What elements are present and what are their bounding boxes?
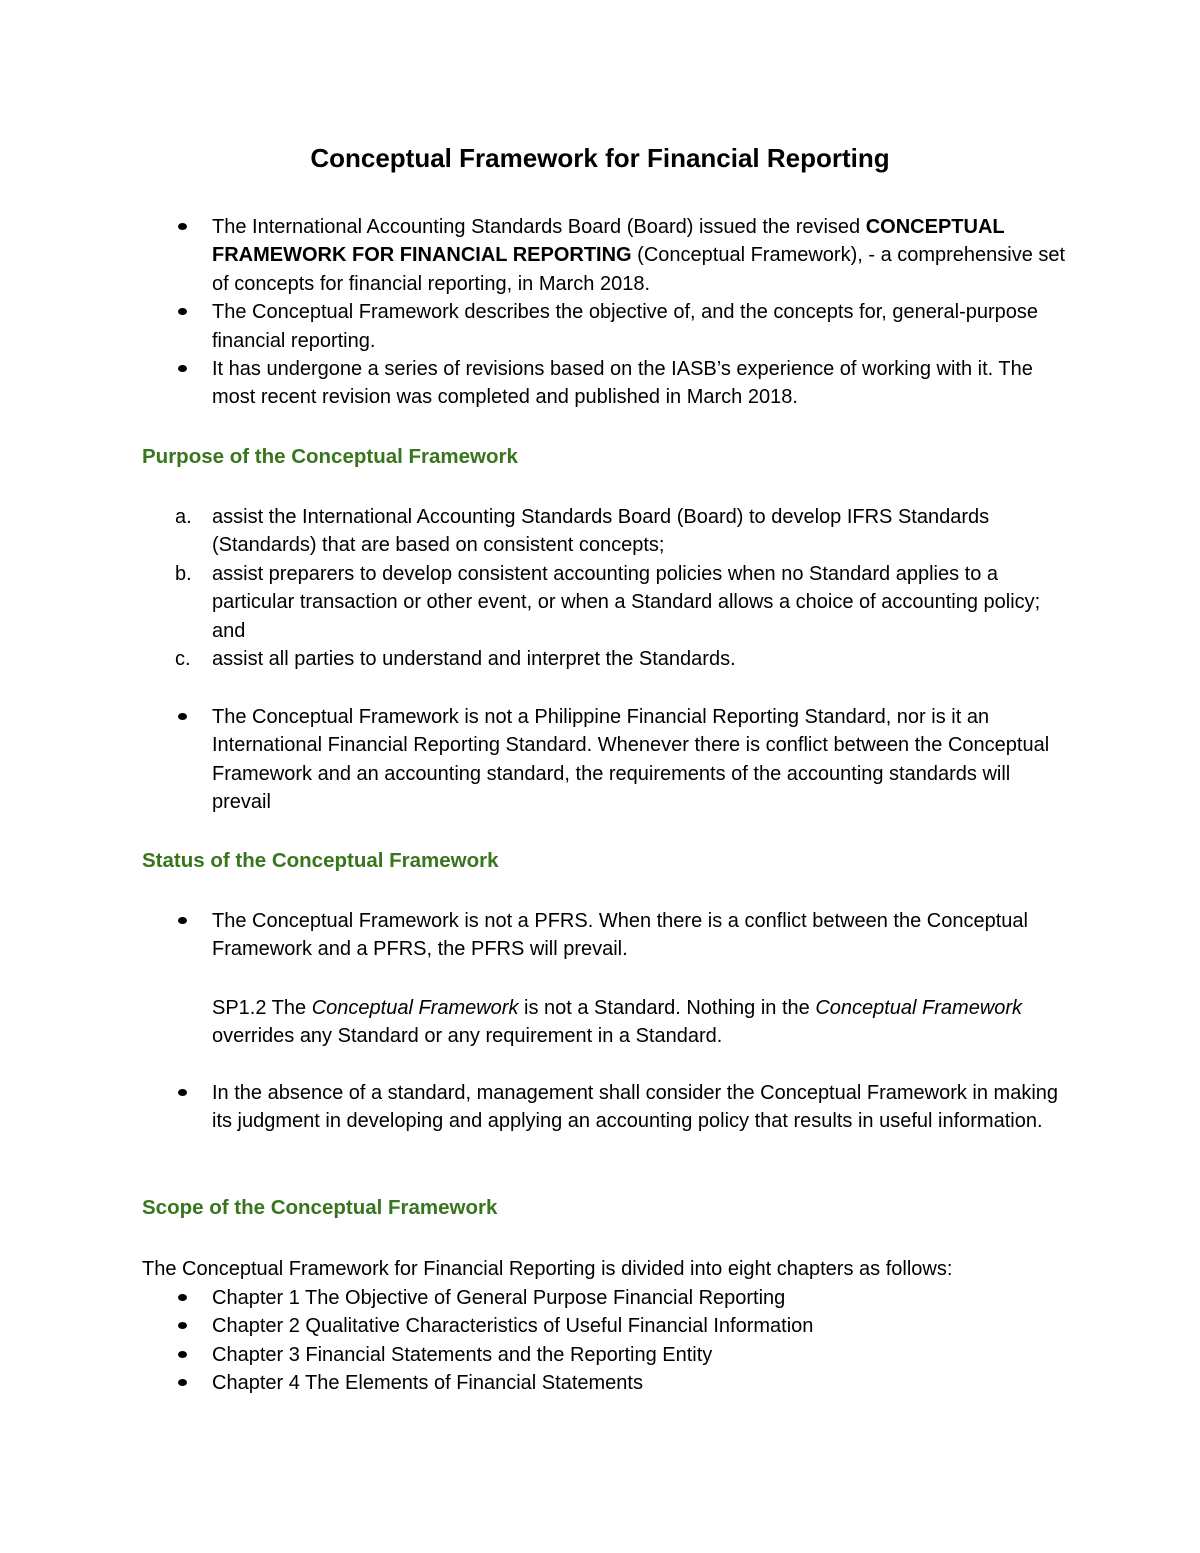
purpose-heading: Purpose of the Conceptual Framework (142, 445, 518, 468)
bullet-icon (178, 223, 187, 230)
chapter-text: Chapter 1 The Objective of General Purpose Financial Reporting (212, 1287, 786, 1309)
list-item-text: assist the International Accounting Standards Board (Board) to develop IFRS Standards (Standards) that are based on consistent concepts; (212, 506, 990, 557)
status-heading: Status of the Conceptual Framework (142, 849, 499, 872)
sp-italic-1: Conceptual Framework (311, 997, 519, 1019)
list-item (142, 645, 1072, 673)
bullet-icon (178, 1379, 187, 1386)
purpose-note-list (142, 703, 1072, 817)
status-list-2 (142, 1079, 1072, 1136)
bullet-icon (178, 365, 187, 372)
bullet-icon (178, 1322, 187, 1329)
list-item (142, 1369, 1072, 1397)
list-item (142, 1312, 1072, 1340)
list-item (142, 1284, 1072, 1312)
list-item (142, 907, 1072, 964)
list-item-text: assist all parties to understand and interpret the Standards. (212, 648, 736, 671)
sp-suffix: overrides any Standard or any requirement in a Standard. (212, 1025, 723, 1048)
bullet-icon (178, 917, 187, 924)
bullet-icon (178, 713, 187, 720)
framework-bold-title: CONCEPTUAL FRAMEWORK FOR FINANCIAL REPORTING (212, 216, 1005, 267)
intro-bullet-list (142, 213, 1072, 412)
list-item-text: In the absence of a standard, management shall consider the Conceptual Framework in making its judgment in developing and applying an accounting policy that results in useful information. (212, 1082, 1059, 1133)
bullet-icon (178, 308, 187, 315)
list-item (142, 560, 1072, 645)
list-item (142, 1079, 1072, 1136)
sp-middle: is not a Standard. Nothing in the (518, 997, 816, 1019)
chapter-list (142, 1284, 1072, 1398)
status-list-1 (142, 907, 1072, 964)
list-item (142, 213, 1072, 298)
scope-heading: Scope of the Conceptual Framework (142, 1196, 498, 1219)
sp-prefix: SP1.2 The (212, 997, 312, 1019)
list-marker: c. (175, 648, 191, 671)
chapter-text: Chapter 2 Qualitative Characteristics of Useful Financial Information (212, 1315, 814, 1338)
list-item-text: It has undergone a series of revisions based on the IASB’s experience of working with it. The most recent revision was completed and published in March 2018. (212, 358, 1033, 409)
intro-text-after: (Conceptual Framework), - a comprehensive set of concepts for financial reporting, in March 2018. (212, 244, 1066, 295)
chapter-text: Chapter 3 Financial Statements and the Reporting Entity (212, 1343, 713, 1366)
list-item-text: The Conceptual Framework is not a PFRS. When there is a conflict between the Conceptual Framework and a PFRS, the PFRS will prevail. (212, 910, 1028, 961)
list-item (142, 503, 1072, 560)
list-item (142, 703, 1072, 817)
sp-italic-2: Conceptual Framework (815, 997, 1023, 1019)
list-item (142, 1341, 1072, 1369)
bullet-icon (178, 1089, 187, 1096)
list-marker: b. (175, 562, 192, 585)
page-title: Conceptual Framework for Financial Reporting (310, 143, 890, 173)
list-item (142, 355, 1072, 412)
bullet-icon (178, 1294, 187, 1301)
chapter-text: Chapter 4 The Elements of Financial Statements (212, 1372, 643, 1395)
list-marker: a. (175, 506, 192, 528)
purpose-list (142, 503, 1072, 673)
intro-text-before: The International Accounting Standards Board (Board) issued the revised (212, 216, 866, 238)
scope-intro: The Conceptual Framework for Financial Reporting is divided into eight chapters as follows: (142, 1258, 953, 1280)
bullet-icon (178, 1351, 187, 1358)
list-item-text: The Conceptual Framework is not a Philippine Financial Reporting Standard, nor is it an International Financial Reporting Standard. Whenever there is conflict between the Conceptual Framework and an accounting standard, the requirements of the accounting standards will prevail (212, 706, 1050, 814)
list-item-text: assist preparers to develop consistent accounting policies when no Standard applies to a particular transaction or other event, or when a Standard allows a choice of accounting policy; and (212, 562, 1041, 642)
sp-paragraph (212, 994, 1072, 1051)
list-item (142, 298, 1072, 355)
list-item-text: The Conceptual Framework describes the objective of, and the concepts for, general-purpose financial reporting. (212, 301, 1039, 352)
